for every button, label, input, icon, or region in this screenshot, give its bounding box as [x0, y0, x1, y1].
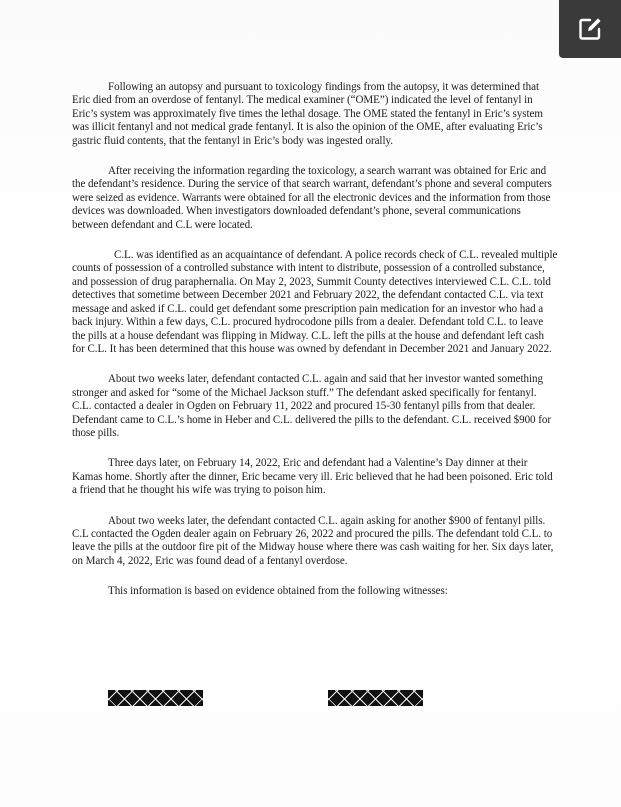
external-edit-icon — [577, 16, 603, 42]
paragraph-cl-acquaintance: C.L. was identified as an acquaintance of defendant. A police records check of C.L. revealed multiple counts of possession of a controlled substance with intent to distribute, possession of a controlled substance, and possession of drug paraphernalia. On May 2, 2023, Summit County detectives interviewed C.L. C.L. told detectives that sometime between December 2021 and February 2022, the defendant contacted C.L. via text message and asked if C.L. could get defendant some prescription pain medication for an investor who had a back injury. Within a few days, C.L. procured hydrocodone pills from a dealer. Defendant told C.L. to leave the pills at a house defendant was flipping in Midway. C.L. left the pills at the house and defendant left cash for C.L. It has been determined that this house was owned by defendant in December 2021 and January 2022. — [72, 249, 558, 355]
document-body — [72, 81, 558, 616]
redacted-witness-name — [328, 690, 423, 706]
paragraph-valentines-dinner: Three days later, on February 14, 2022, Eric and defendant had a Valentine’s Day dinner at their Kamas home. Shortly after the dinner, Eric became very ill. Eric believed that he had been poisoned. Eric told a friend that he thought his wife was trying to poison him. — [72, 457, 553, 497]
redacted-witness-name — [108, 690, 203, 706]
paragraph-second-purchase: About two weeks later, the defendant contacted C.L. again asking for another $900 of fentanyl pills. C.L contacted the Ogden dealer again on February 26, 2022 and procured the pills. The defendant told C.L. to leave the pills at the outdoor fire pit of the Midway house where there was cash waiting for her. Six days later, on March 4, 2022, Eric was found dead of a fentanyl overdose. — [72, 514, 554, 567]
paragraph-search-warrant: After receiving the information regarding the toxicology, a search warrant was obtained for Eric and the defendant’s residence. During the service of that search warrant, defendant’s phone and several computers were seized as evidence. Warrants were obtained for all the electronic devices and the information from those devices was downloaded. When investigators downloaded defendant’s phone, several communications between defendant and C.L were located. — [72, 165, 552, 231]
witness-list — [108, 690, 608, 706]
paragraph-witnesses-intro: This information is based on evidence obtained from the following witnesses: — [108, 585, 448, 598]
edit-button[interactable] — [559, 0, 621, 58]
paragraph-fentanyl-purchase: About two weeks later, defendant contacted C.L. again and said that her investor wanted something stronger and asked for “some of the Michael Jackson stuff.” The defendant asked specifically for fentanyl. C.L. contacted a dealer in Ogden on February 11, 2022 and procured 15-30 fentanyl pills from that dealer. Defendant came to C.L.’s home in Heber and C.L. delivered the pills to the defendant. C.L. received $900 for those pills. — [72, 373, 551, 439]
paragraph-autopsy: Following an autopsy and pursuant to toxicology findings from the autopsy, it was determined that Eric died from an overdose of fentanyl. The medical examiner (“OME”) indicated the level of fentanyl in Eric’s system was approximately five times the lethal dosage. The OME stated the fentanyl in Eric’s system was illicit fentanyl and not medical grade fentanyl. It is also the opinion of the OME, after evaluating Eric’s gastric fluid contents, that the fentanyl in Eric’s body was ingested orally. — [72, 81, 543, 147]
